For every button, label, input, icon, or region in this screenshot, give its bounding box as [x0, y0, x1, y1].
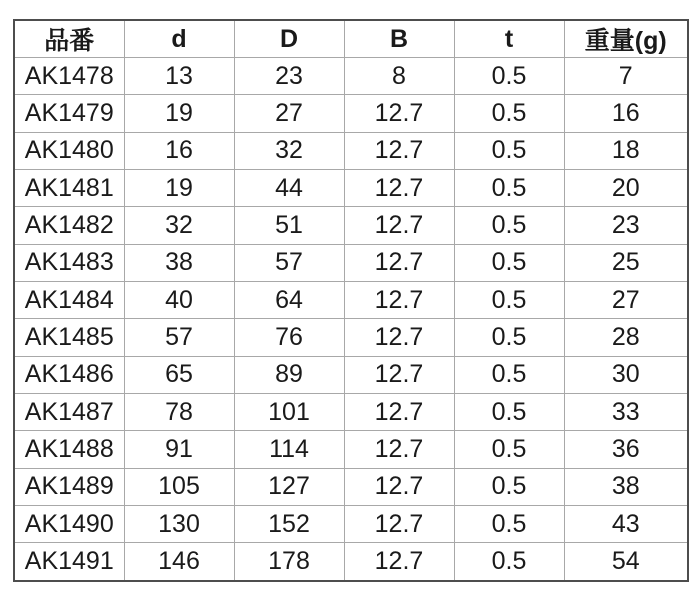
cell-d: 19 [124, 170, 234, 207]
cell-D: 27 [234, 95, 344, 132]
cell-t: 0.5 [454, 170, 564, 207]
cell-t: 0.5 [454, 543, 564, 581]
cell-weight_g: 38 [564, 468, 688, 505]
cell-part_number: AK1484 [14, 282, 124, 319]
table-row [14, 132, 688, 169]
cell-B: 12.7 [344, 207, 454, 244]
table-row [14, 207, 688, 244]
cell-B: 12.7 [344, 468, 454, 505]
cell-B: 12.7 [344, 95, 454, 132]
cell-D: 178 [234, 543, 344, 581]
table-row [14, 543, 688, 581]
cell-d: 105 [124, 468, 234, 505]
cell-t: 0.5 [454, 356, 564, 393]
cell-part_number: AK1480 [14, 132, 124, 169]
cell-B: 12.7 [344, 356, 454, 393]
cell-d: 146 [124, 543, 234, 581]
cell-d: 40 [124, 282, 234, 319]
cell-d: 78 [124, 394, 234, 431]
cell-weight_g: 54 [564, 543, 688, 581]
cell-D: 32 [234, 132, 344, 169]
table-row [14, 282, 688, 319]
cell-D: 101 [234, 394, 344, 431]
table-row [14, 468, 688, 505]
cell-t: 0.5 [454, 468, 564, 505]
cell-B: 12.7 [344, 543, 454, 581]
header-row [14, 20, 688, 58]
table-row [14, 244, 688, 281]
cell-weight_g: 27 [564, 282, 688, 319]
cell-part_number: AK1481 [14, 170, 124, 207]
cell-D: 152 [234, 506, 344, 543]
cell-D: 114 [234, 431, 344, 468]
table-row [14, 58, 688, 95]
cell-t: 0.5 [454, 95, 564, 132]
cell-weight_g: 20 [564, 170, 688, 207]
cell-weight_g: 30 [564, 356, 688, 393]
header-D: D [234, 20, 344, 58]
cell-weight_g: 28 [564, 319, 688, 356]
cell-d: 38 [124, 244, 234, 281]
cell-weight_g: 25 [564, 244, 688, 281]
product-spec-table [13, 19, 689, 582]
table-body [14, 58, 688, 582]
table-row [14, 95, 688, 132]
cell-weight_g: 33 [564, 394, 688, 431]
cell-weight_g: 43 [564, 506, 688, 543]
table-row [14, 319, 688, 356]
cell-B: 8 [344, 58, 454, 95]
cell-d: 65 [124, 356, 234, 393]
spec-table-container [13, 19, 689, 582]
table-row [14, 394, 688, 431]
cell-part_number: AK1483 [14, 244, 124, 281]
cell-B: 12.7 [344, 244, 454, 281]
cell-B: 12.7 [344, 282, 454, 319]
cell-d: 57 [124, 319, 234, 356]
cell-part_number: AK1490 [14, 506, 124, 543]
cell-t: 0.5 [454, 431, 564, 468]
cell-D: 127 [234, 468, 344, 505]
header-t: t [454, 20, 564, 58]
cell-B: 12.7 [344, 319, 454, 356]
cell-part_number: AK1489 [14, 468, 124, 505]
cell-d: 32 [124, 207, 234, 244]
cell-D: 89 [234, 356, 344, 393]
cell-d: 16 [124, 132, 234, 169]
header-part-number: 品番 [14, 20, 124, 58]
cell-D: 57 [234, 244, 344, 281]
cell-t: 0.5 [454, 319, 564, 356]
cell-t: 0.5 [454, 132, 564, 169]
cell-B: 12.7 [344, 132, 454, 169]
cell-d: 19 [124, 95, 234, 132]
cell-part_number: AK1487 [14, 394, 124, 431]
cell-d: 13 [124, 58, 234, 95]
cell-B: 12.7 [344, 394, 454, 431]
cell-D: 51 [234, 207, 344, 244]
cell-d: 91 [124, 431, 234, 468]
cell-t: 0.5 [454, 506, 564, 543]
header-B: B [344, 20, 454, 58]
cell-weight_g: 36 [564, 431, 688, 468]
table-row [14, 431, 688, 468]
cell-t: 0.5 [454, 207, 564, 244]
cell-weight_g: 18 [564, 132, 688, 169]
table-row [14, 356, 688, 393]
cell-d: 130 [124, 506, 234, 543]
cell-part_number: AK1486 [14, 356, 124, 393]
cell-weight_g: 23 [564, 207, 688, 244]
cell-D: 76 [234, 319, 344, 356]
cell-B: 12.7 [344, 431, 454, 468]
cell-weight_g: 16 [564, 95, 688, 132]
cell-B: 12.7 [344, 170, 454, 207]
cell-part_number: AK1479 [14, 95, 124, 132]
table-row [14, 506, 688, 543]
header-weight: 重量(g) [564, 20, 688, 58]
header-d: d [124, 20, 234, 58]
cell-part_number: AK1478 [14, 58, 124, 95]
cell-part_number: AK1491 [14, 543, 124, 581]
cell-part_number: AK1485 [14, 319, 124, 356]
table-row [14, 170, 688, 207]
cell-part_number: AK1488 [14, 431, 124, 468]
cell-D: 64 [234, 282, 344, 319]
cell-D: 44 [234, 170, 344, 207]
cell-D: 23 [234, 58, 344, 95]
cell-t: 0.5 [454, 58, 564, 95]
cell-part_number: AK1482 [14, 207, 124, 244]
cell-B: 12.7 [344, 506, 454, 543]
cell-t: 0.5 [454, 394, 564, 431]
cell-t: 0.5 [454, 282, 564, 319]
cell-t: 0.5 [454, 244, 564, 281]
cell-weight_g: 7 [564, 58, 688, 95]
